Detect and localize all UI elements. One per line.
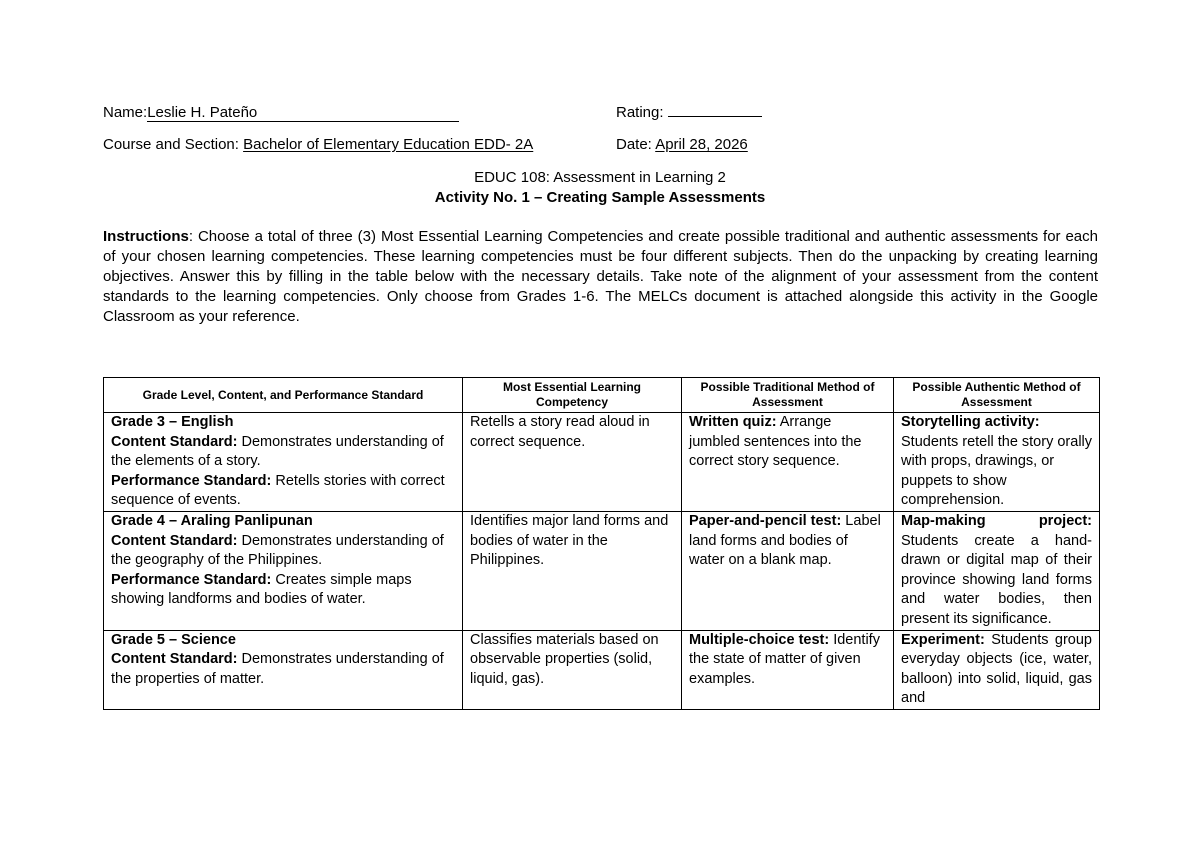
- melc-cell: Identifies major land forms and bodies of water in the Philippines.: [463, 511, 682, 630]
- header-melc: Most Essential Learning Competency: [463, 378, 682, 413]
- authentic-label: Experiment:: [901, 631, 985, 648]
- name-value: Leslie H. Pateño: [147, 105, 459, 122]
- grade-standard-cell: [104, 511, 463, 630]
- performance-standard-text: Retells stories with correct sequence of events.: [111, 472, 445, 509]
- instructions-text: : Choose a total of three (3) Most Essential Learning Competencies and create possible traditional and authentic assessments for each of your chosen learning competencies. These learning competencies must be four different subjects. Then do the unpacking by creating learning objectives. Answer this by filling in the table below with the necessary details. Take note of the alignment of your assessment from the content standards to the learning competencies. Only choose from Grades 1-6. The MELCs document is attached alongside this activity in the Google Classroom as your reference.: [103, 228, 1098, 325]
- performance-standard: [111, 571, 455, 610]
- header-traditional: Possible Traditional Method of Assessment: [682, 378, 894, 413]
- rating-label: Rating:: [616, 104, 664, 121]
- rating-line: [616, 104, 762, 121]
- content-standard-label: Content Standard:: [111, 651, 238, 668]
- instructions-label: Instructions: [103, 228, 189, 245]
- content-standard-text: Demonstrates understanding of the geography of the Philippines.: [111, 532, 444, 569]
- grade-title: Grade 5 – Science: [111, 631, 236, 648]
- authentic-text: Students create a hand-drawn or digital map of their province showing land forms and water bodies, then present its significance.: [901, 532, 1092, 627]
- traditional-cell: [682, 511, 894, 630]
- grade-title: Grade 3 – English: [111, 414, 234, 430]
- authentic-cell: [894, 630, 1100, 709]
- performance-standard-text: Creates simple maps showing landforms and bodies of water.: [111, 571, 412, 608]
- table-header-row: [104, 378, 1100, 413]
- date-value: April 28, 2026: [655, 136, 748, 153]
- content-standard: [111, 532, 455, 571]
- authentic-cell: [894, 511, 1100, 630]
- rating-blank: [668, 116, 762, 117]
- traditional-label: Multiple-choice test:: [689, 631, 830, 648]
- name-label: Name:: [103, 104, 148, 121]
- grade-standard-cell: [104, 413, 463, 512]
- content-standard-label: Content Standard:: [111, 532, 238, 549]
- content-standard-text: Demonstrates understanding of the properties of matter.: [111, 651, 444, 687]
- authentic-label: Map-making project:: [901, 512, 1092, 529]
- assessment-table: [103, 377, 1100, 710]
- grade-standard-cell: [104, 630, 463, 709]
- melc-cell: Retells a story read aloud in correct sequence.: [463, 413, 682, 512]
- content-standard-label: Content Standard:: [111, 433, 238, 450]
- traditional-cell: [682, 630, 894, 709]
- table-row: [104, 630, 1100, 709]
- activity-title: Activity No. 1 – Creating Sample Assessments: [434, 189, 766, 206]
- date-line: [616, 136, 748, 153]
- header-grade-standard: Grade Level, Content, and Performance Standard: [104, 378, 463, 413]
- course-value: Bachelor of Elementary Education EDD- 2A: [243, 136, 534, 153]
- performance-standard: [111, 472, 455, 511]
- traditional-text: Arrange jumbled sentences into the correct story sequence.: [689, 414, 862, 470]
- authentic-label: Storytelling activity:: [901, 414, 1040, 430]
- date-label: Date:: [616, 136, 652, 153]
- table-row: [104, 511, 1100, 630]
- traditional-cell: [682, 413, 894, 512]
- content-standard-text: Demonstrates understanding of the elements of a story.: [111, 433, 444, 470]
- content-standard: [111, 433, 455, 472]
- content-standard: [111, 650, 455, 689]
- name-line: [103, 104, 459, 122]
- instructions: [103, 227, 1098, 327]
- course-title: EDUC 108: Assessment in Learning 2: [474, 169, 726, 186]
- header-authentic: Possible Authentic Method of Assessment: [894, 378, 1100, 413]
- performance-standard-label: Performance Standard:: [111, 571, 272, 588]
- authentic-text: Students group everyday objects (ice, water, balloon) into solid, liquid, gas and: [901, 631, 1092, 707]
- performance-standard-label: Performance Standard:: [111, 472, 272, 489]
- course-line: [103, 136, 533, 153]
- traditional-text: Label land forms and bodies of water on a blank map.: [689, 512, 881, 569]
- table-row: [104, 413, 1100, 512]
- traditional-label: Paper-and-pencil test:: [689, 512, 842, 529]
- traditional-text: Identify the state of matter of given examples.: [689, 631, 880, 687]
- course-label: Course and Section:: [103, 136, 239, 153]
- traditional-label: Written quiz:: [689, 414, 777, 430]
- grade-title: Grade 4 – Araling Panlipunan: [111, 512, 313, 529]
- melc-cell: Classifies materials based on observable properties (solid, liquid, gas).: [463, 630, 682, 709]
- authentic-text: Students retell the story orally with props, drawings, or puppets to show comprehension.: [901, 433, 1093, 509]
- authentic-cell: [894, 413, 1100, 512]
